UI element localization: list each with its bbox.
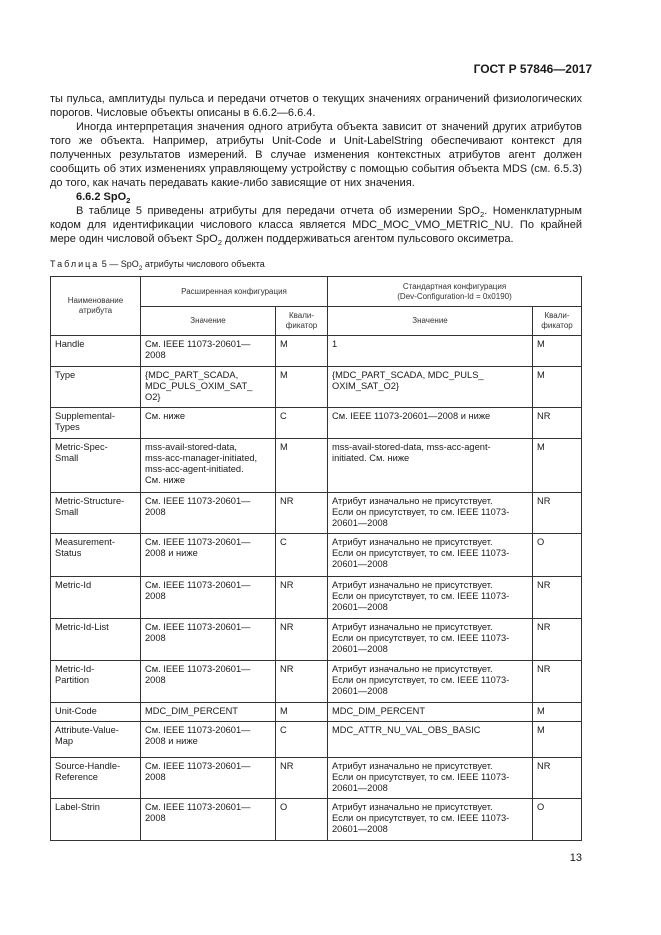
table-row bbox=[51, 619, 582, 661]
std-qualifier: NR bbox=[533, 619, 582, 661]
attribute-name: Supplemental- Types bbox=[51, 408, 141, 439]
table-row bbox=[51, 367, 582, 408]
ext-qualifier: NR bbox=[276, 493, 328, 534]
table-row bbox=[51, 722, 582, 758]
ext-qualifier: O bbox=[276, 799, 328, 841]
std-qualifier: NR bbox=[533, 493, 582, 534]
std-value: Атрибут изначально не присутствует. Если он присутствует, то см. IEEE 11073- 20601—2008 bbox=[328, 577, 533, 619]
std-value: Атрибут изначально не присутствует. Если он присутствует, то см. IEEE 11073- 20601—2008 bbox=[328, 661, 533, 703]
attribute-name: Measurement- Status bbox=[51, 534, 141, 577]
header-qualifier: Квали- фикатор bbox=[533, 307, 582, 336]
std-qualifier: M bbox=[533, 439, 582, 493]
ext-value: См. ниже bbox=[141, 408, 276, 439]
attribute-name: Handle bbox=[51, 336, 141, 367]
attribute-name: Metric-Id bbox=[51, 577, 141, 619]
ext-qualifier: NR bbox=[276, 577, 328, 619]
subscript: 2 bbox=[479, 210, 485, 220]
table-row bbox=[51, 577, 582, 619]
std-qualifier: O bbox=[533, 799, 582, 841]
attribute-name: Metric-Id-List bbox=[51, 619, 141, 661]
ext-qualifier: C bbox=[276, 534, 328, 577]
ext-value: mss-avail-stored-data, mss-acc-manager-initiated, mss-acc-agent-initiated. См. ниже bbox=[141, 439, 276, 493]
table-caption bbox=[50, 258, 582, 270]
std-qualifier: M bbox=[533, 722, 582, 758]
caption-text: 5 — SpO bbox=[99, 259, 139, 269]
text: В таблице 5 приведены атрибуты для передачи отчета об измерении SpO bbox=[76, 205, 480, 217]
ext-qualifier: M bbox=[276, 367, 328, 408]
std-value: MDC_ATTR_NU_VAL_OBS_BASIC bbox=[328, 722, 533, 758]
ext-qualifier: M bbox=[276, 336, 328, 367]
std-value: 1 bbox=[328, 336, 533, 367]
ext-qualifier: NR bbox=[276, 661, 328, 703]
table-row bbox=[51, 661, 582, 703]
std-qualifier: M bbox=[533, 703, 582, 722]
header-qualifier: Квали- фикатор bbox=[276, 307, 328, 336]
text: должен поддерживаться агентом пульсового оксиметра. bbox=[221, 233, 514, 245]
attribute-name: Unit-Code bbox=[51, 703, 141, 722]
ext-qualifier: C bbox=[276, 722, 328, 758]
paragraph bbox=[50, 204, 582, 246]
std-qualifier: O bbox=[533, 534, 582, 577]
std-qualifier: NR bbox=[533, 577, 582, 619]
page-number: 13 bbox=[569, 852, 582, 864]
table-row bbox=[51, 439, 582, 493]
subscript: 2 bbox=[126, 196, 131, 206]
ext-qualifier: NR bbox=[276, 758, 328, 799]
page-content bbox=[50, 0, 582, 905]
ext-value: См. IEEE 11073-20601— 2008 bbox=[141, 799, 276, 841]
attribute-name: Attribute-Value- Map bbox=[51, 722, 141, 758]
subscript: 2 bbox=[217, 238, 222, 248]
table-row bbox=[51, 703, 582, 722]
header-value: Значение bbox=[328, 307, 533, 336]
attribute-name: Label-Strin bbox=[51, 799, 141, 841]
ext-value: См. IEEE 11073-20601— 2008 и ниже bbox=[141, 722, 276, 758]
attribute-name: Source-Handle- Reference bbox=[51, 758, 141, 799]
std-value: См. IEEE 11073-20601—2008 и ниже bbox=[328, 408, 533, 439]
attribute-name: Metric-Structure- Small bbox=[51, 493, 141, 534]
caption-text: атрибуты числового объекта bbox=[142, 259, 265, 269]
ext-value: См. IEEE 11073-20601— 2008 bbox=[141, 336, 276, 367]
std-qualifier: M bbox=[533, 336, 582, 367]
std-qualifier: M bbox=[533, 367, 582, 408]
ext-value: См. IEEE 11073-20601— 2008 bbox=[141, 758, 276, 799]
text: . Номенклатурным кодом для идентификации числового класса является MDC_MOC_VMO_METRIC_NU. По крайней мере один числовой объект SpO bbox=[50, 205, 582, 245]
header-extended-config: Расширенная конфигурация bbox=[141, 277, 328, 307]
ext-value: {MDC_PART_SCADA, MDC_PULS_OXIM_SAT_ O2} bbox=[141, 367, 276, 408]
ext-value: См. IEEE 11073-20601— 2008 bbox=[141, 661, 276, 703]
std-value: Атрибут изначально не присутствует. Если он присутствует, то см. IEEE 11073- 20601—2008 bbox=[328, 534, 533, 577]
std-value: mss-avail-stored-data, mss-acc-agent- initiated. См. ниже bbox=[328, 439, 533, 493]
ext-qualifier: M bbox=[276, 439, 328, 493]
attribute-name: Metric-Id- Partition bbox=[51, 661, 141, 703]
subscript: 2 bbox=[138, 264, 143, 272]
table-row bbox=[51, 408, 582, 439]
ext-value: MDC_DIM_PERCENT bbox=[141, 703, 276, 722]
std-value: Атрибут изначально не присутствует. Если он присутствует, то см. IEEE 11073- 20601—2008 bbox=[328, 619, 533, 661]
attributes-table bbox=[50, 276, 582, 841]
heading-text: 6.6.2 SpO bbox=[76, 191, 127, 203]
document-header: ГОСТ Р 57846—2017 bbox=[473, 62, 592, 76]
std-value: Атрибут изначально не присутствует. Если он присутствует, то см. IEEE 11073- 20601—2008 bbox=[328, 758, 533, 799]
std-value: {MDC_PART_SCADA, MDC_PULS_ OXIM_SAT_O2} bbox=[328, 367, 533, 408]
std-qualifier: NR bbox=[533, 408, 582, 439]
paragraph: ты пульса, амплитуды пульса и передачи отчетов о текущих значениях ограничений физиологических порогов. Числовые объекты описаны в 6.6.2—6.6.4. bbox=[50, 93, 582, 119]
ext-value: См. IEEE 11073-20601— 2008 bbox=[141, 493, 276, 534]
std-value: MDC_DIM_PERCENT bbox=[328, 703, 533, 722]
ext-qualifier: C bbox=[276, 408, 328, 439]
attribute-name: Type bbox=[51, 367, 141, 408]
ext-value: См. IEEE 11073-20601— 2008 bbox=[141, 577, 276, 619]
table-row bbox=[51, 534, 582, 577]
header-value: Значение bbox=[141, 307, 276, 336]
header-standard-config: Стандартная конфигурация (Dev-Configuration-Id = 0x0190) bbox=[328, 277, 582, 307]
body-text bbox=[50, 92, 582, 246]
table-row bbox=[51, 493, 582, 534]
attribute-name: Metric-Spec- Small bbox=[51, 439, 141, 493]
ext-value: См. IEEE 11073-20601— 2008 bbox=[141, 619, 276, 661]
ext-qualifier: M bbox=[276, 703, 328, 722]
table-row bbox=[51, 336, 582, 367]
table-row bbox=[51, 758, 582, 799]
paragraph: Иногда интерпретация значения одного атрибута объекта зависит от значений других атрибутов того же объекта. Например, атрибуты Unit-Code и Unit-LabelString обеспечивают контекст для полученных результатов измерений. В случае изменения контекстных атрибутов агент должен сообщить об этих изменениях управляющему устройству с помощью события объекта MDS (см. 6.5.3) до того, как начать передавать какие-либо зависящие от них значения. bbox=[50, 121, 582, 189]
section-heading bbox=[50, 190, 582, 204]
std-qualifier: NR bbox=[533, 758, 582, 799]
std-value: Атрибут изначально не присутствует. Если он присутствует, то см. IEEE 11073- 20601—2008 bbox=[328, 493, 533, 534]
std-qualifier: NR bbox=[533, 661, 582, 703]
std-value: Атрибут изначально не присутствует. Если он присутствует, то см. IEEE 11073- 20601—2008 bbox=[328, 799, 533, 841]
ext-value: См. IEEE 11073-20601— 2008 и ниже bbox=[141, 534, 276, 577]
header-attribute-name: Наименование атрибута bbox=[51, 277, 141, 336]
caption-label: Таблица bbox=[50, 259, 100, 269]
table-row bbox=[51, 799, 582, 841]
ext-qualifier: NR bbox=[276, 619, 328, 661]
